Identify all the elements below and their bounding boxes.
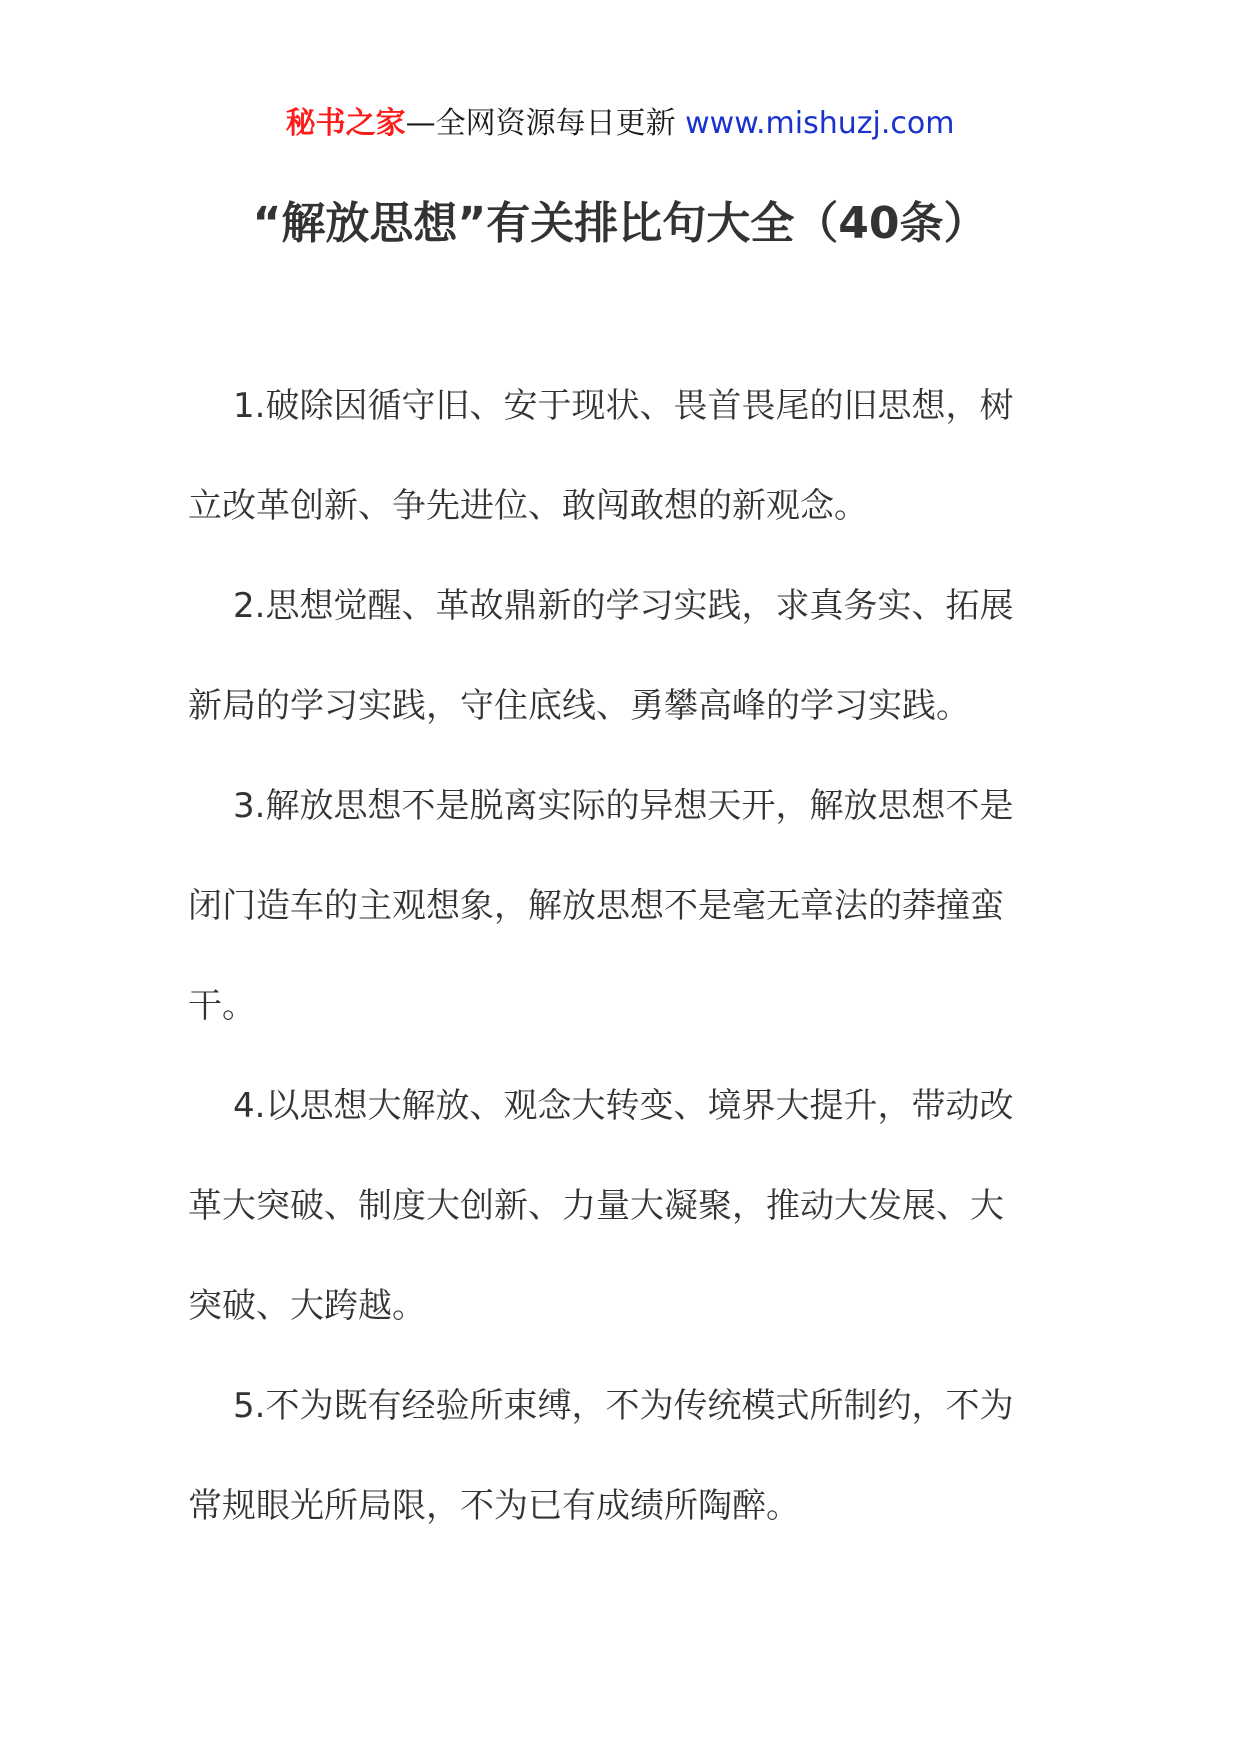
- site-header: [0, 102, 1240, 146]
- paragraph-4: 4.以思想大解放、观念大转变、境界大提升，带动改革大突破、制度大创新、力量大凝聚，推动大发展、大突破、大跨越。: [188, 1086, 1014, 1326]
- document-body: [188, 356, 1036, 1556]
- paragraph-1: 1.破除因循守旧、安于现状、畏首畏尾的旧思想，树立改革创新、争先进位、敢闯敢想的新观念。: [188, 386, 1014, 526]
- brand-name: 秘书之家: [285, 106, 406, 141]
- paragraph-5: 5.不为既有经验所束缚，不为传统模式所制约，不为常规眼光所局限，不为已有成绩所陶醉。: [188, 1386, 1014, 1526]
- document-title: “解放思想”有关排比句大全（40条）: [252, 198, 988, 249]
- header-tagline: —全网资源每日更新: [405, 106, 676, 141]
- paragraph-3: 3.解放思想不是脱离实际的异想天开，解放思想不是闭门造车的主观想象，解放思想不是毫无章法的莽撞蛮干。: [188, 786, 1014, 1026]
- paragraph-2: 2.思想觉醒、革故鼎新的学习实践，求真务实、拓展新局的学习实践，守住底线、勇攀高峰的学习实践。: [188, 586, 1014, 726]
- site-url-link[interactable]: www.mishuzj.com: [685, 106, 955, 141]
